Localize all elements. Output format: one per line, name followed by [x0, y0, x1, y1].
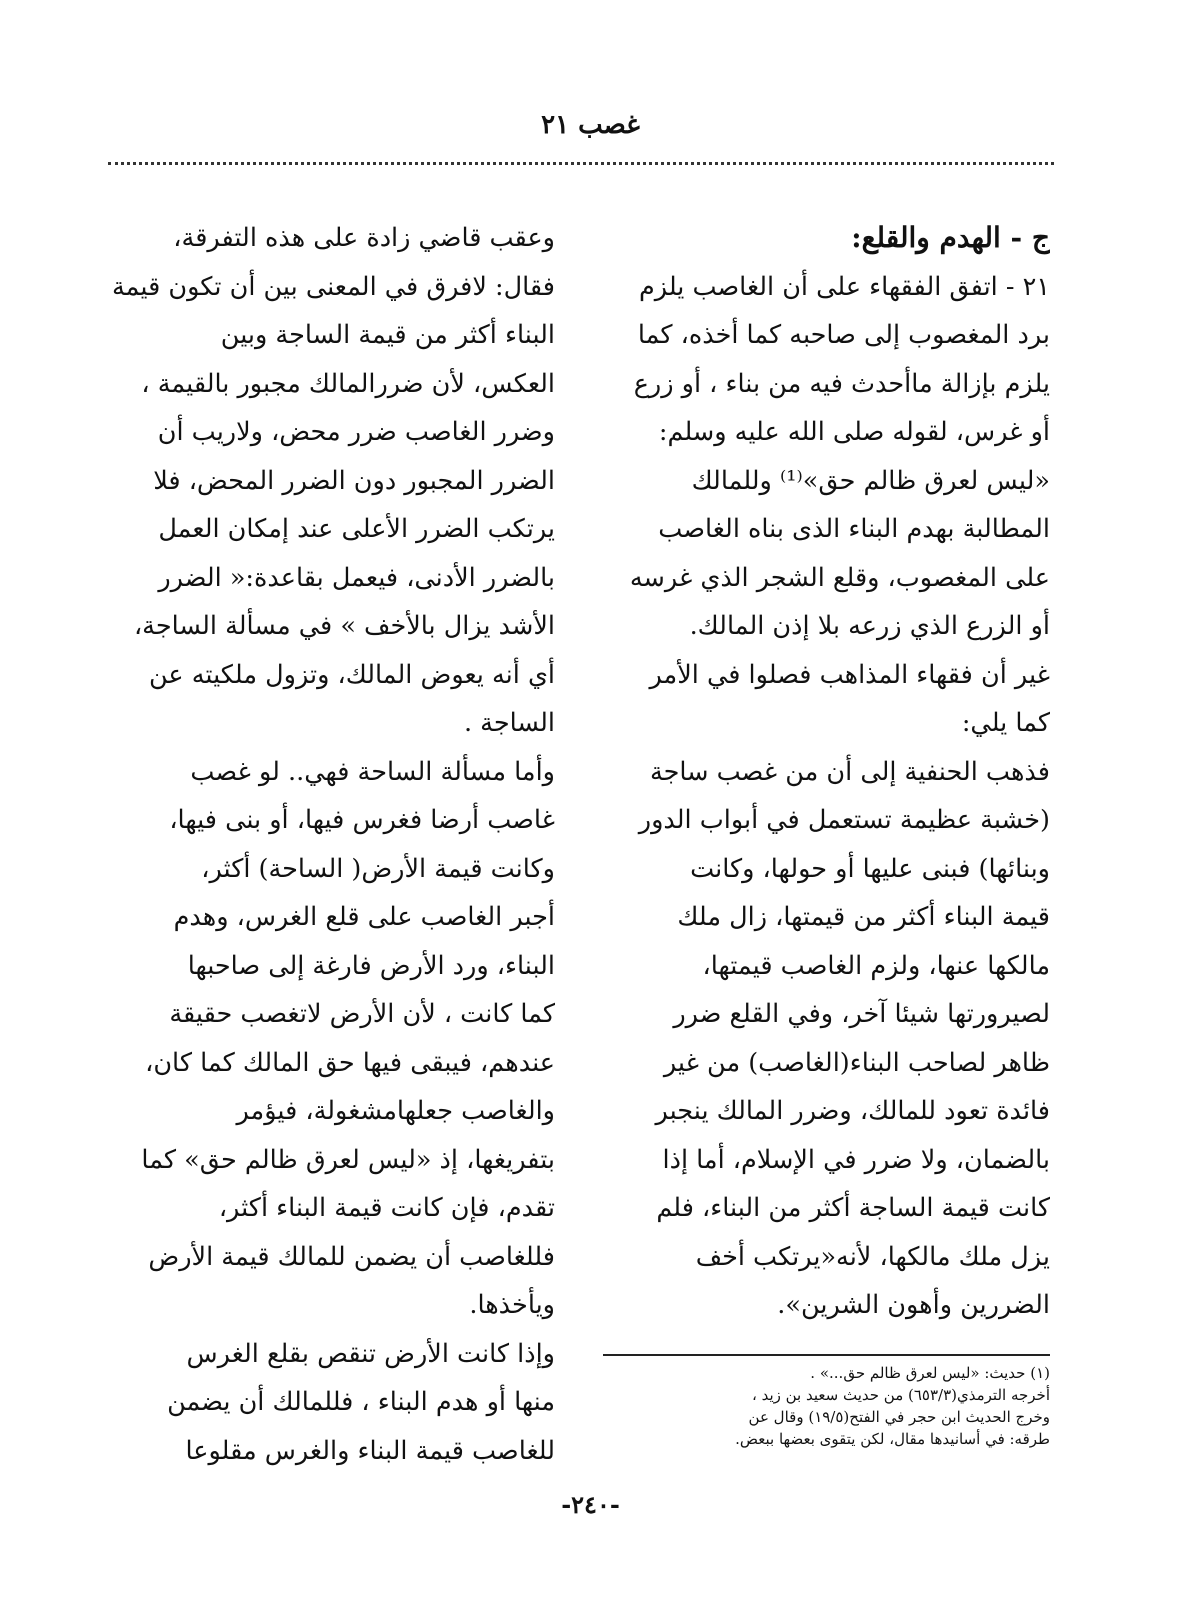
left-column-line-17: كما كانت ، لأن الأرض لاتغصب حقيقة	[169, 999, 555, 1029]
footnote-line-1: (١) حديث: «ليس لعرق ظالم حق...» .	[810, 1364, 1050, 1382]
left-column-line-1: وعقب قاضي زادة على هذه التفرقة،	[173, 223, 555, 253]
right-column-line-11: كما يلي:	[961, 708, 1050, 738]
left-column-line-19: والغاصب جعلهامشغولة، فيؤمر	[236, 1096, 555, 1126]
right-text-column	[603, 214, 1050, 1330]
left-text-column	[108, 214, 555, 1475]
left-column-line-25: منها أو هدم البناء ، فللمالك أن يضمن	[167, 1387, 555, 1417]
left-column-line-21: تقدم، فإن كانت قيمة البناء أكثر،	[218, 1193, 555, 1223]
header-dotted-rule	[108, 162, 1054, 165]
right-column-line-4: يلزم بإزالة ماأحدث فيه من بناء ، أو زرع	[633, 368, 1050, 399]
right-column-line-17: لصيرورتها شيئا آخر، وفي القلع ضرر	[673, 999, 1050, 1029]
footnote-line-2: أخرجه الترمذي(٦٥٣/٣) من حديث سعيد بن زيد ،	[751, 1386, 1050, 1404]
right-column-line-9: أو الزرع الذي زرعه بلا إذن المالك.	[689, 611, 1050, 641]
left-column-line-23: ويأخذها.	[469, 1290, 555, 1320]
right-column-line-15: قيمة البناء أكثر من قيمتها، زال ملك	[677, 902, 1050, 932]
left-column-line-12: وأما مسألة الساحة فهي.. لو غصب	[190, 756, 555, 787]
footnote-line-3: وخرج الحديث ابن حجر في الفتح(١٩/٥) وقال عن	[748, 1408, 1050, 1426]
footnote-separator	[603, 1354, 1050, 1356]
left-column-line-26: للغاصب قيمة البناء والغرس مقلوعا	[185, 1435, 555, 1466]
left-column-line-13: غاصب أرضا فغرس فيها، أو بنى فيها،	[169, 805, 555, 835]
right-column-line-5: أو غرس، لقوله صلى الله عليه وسلم:	[658, 417, 1050, 447]
right-column-line-21: كانت قيمة الساجة أكثر من البناء، فلم	[656, 1193, 1050, 1223]
right-column-line-7: المطالبة بهدم البناء الذى بناه الغاصب	[658, 514, 1050, 544]
left-column-line-9: الأشد يزال بالأخف » في مسألة الساجة،	[133, 611, 555, 641]
right-column-line-2: ٢١ - اتفق الفقهاء على أن الغاصب يلزم	[638, 271, 1050, 302]
running-header: غصب ٢١	[541, 110, 640, 140]
right-column-line-1: ج - الهدم والقلع:	[851, 221, 1050, 254]
left-column-line-14: وكانت قيمة الأرض( الساحة) أكثر،	[201, 853, 555, 884]
right-column-line-18: ظاهر لصاحب البناء(الغاصب) من غير	[663, 1047, 1050, 1078]
left-column-line-22: فللغاصب أن يضمن للمالك قيمة الأرض	[148, 1241, 555, 1272]
right-column-line-3: برد المغصوب إلى صاحبه كما أخذه، كما	[637, 320, 1050, 350]
right-column-line-16: مالكها عنها، ولزم الغاصب قيمتها،	[702, 950, 1050, 981]
right-column-line-10: غير أن فقهاء المذاهب فصلوا في الأمر	[649, 659, 1050, 690]
page-number: -٢٤٠-	[561, 1490, 620, 1519]
left-column-line-4: العكس، لأن ضررالمالك مجبور بالقيمة ،	[141, 368, 555, 399]
left-column-line-2: فقال: لافرق في المعنى بين أن تكون قيمة	[112, 271, 555, 302]
left-column-line-18: عندهم، فيبقى فيها حق المالك كما كان،	[145, 1047, 555, 1078]
left-column-line-16: البناء، ورد الأرض فارغة إلى صاحبها	[187, 950, 555, 981]
right-column-line-20: بالضمان، ولا ضرر في الإسلام، أما إذا	[662, 1144, 1050, 1175]
left-column-line-5: وضرر الغاصب ضرر محض، ولاريب أن	[157, 417, 555, 447]
left-column-line-3: البناء أكثر من قيمة الساجة وبين	[220, 320, 555, 350]
left-column-line-7: يرتكب الضرر الأعلى عند إمكان العمل	[158, 514, 555, 544]
left-column-line-11: الساجة .	[463, 708, 555, 738]
right-column-line-19: فائدة تعود للمالك، وضرر المالك ينجبر	[655, 1096, 1050, 1126]
left-column-line-20: بتفريغها، إذ «ليس لعرق ظالم حق» كما	[141, 1144, 555, 1175]
right-column-line-23: الضررين وأهون الشرين».	[777, 1290, 1050, 1320]
footnotes-block	[603, 1362, 1050, 1450]
right-column-line-22: يزل ملك مالكها، لأنه«يرتكب أخف	[695, 1241, 1050, 1272]
left-column-line-15: أجبر الغاصب على قلع الغرس، وهدم	[173, 902, 555, 932]
right-column-line-14: وبنائها) فبنى عليها أو حولها، وكانت	[690, 853, 1050, 884]
right-column-line-6: «ليس لعرق ظالم حق»⁽¹⁾ وللمالك	[691, 465, 1050, 496]
left-column-line-24: وإذا كانت الأرض تنقص بقلع الغرس	[186, 1338, 555, 1369]
right-column-line-13: (خشبة عظيمة تستعمل في أبواب الدور	[638, 805, 1050, 835]
footnote-line-4: طرقه: في أسانيدها مقال، لكن يتقوى بعضها ببعض.	[735, 1430, 1050, 1448]
left-column-line-6: الضرر المجبور دون الضرر المحض، فلا	[153, 465, 555, 496]
left-column-line-10: أي أنه يعوض المالك، وتزول ملكيته عن	[149, 659, 555, 690]
right-column-line-12: فذهب الحنفية إلى أن من غصب ساجة	[649, 756, 1050, 787]
right-column-line-8: على المغصوب، وقلع الشجر الذي غرسه	[629, 562, 1050, 593]
left-column-line-8: بالضرر الأدنى، فيعمل بقاعدة:« الضرر	[158, 562, 555, 593]
